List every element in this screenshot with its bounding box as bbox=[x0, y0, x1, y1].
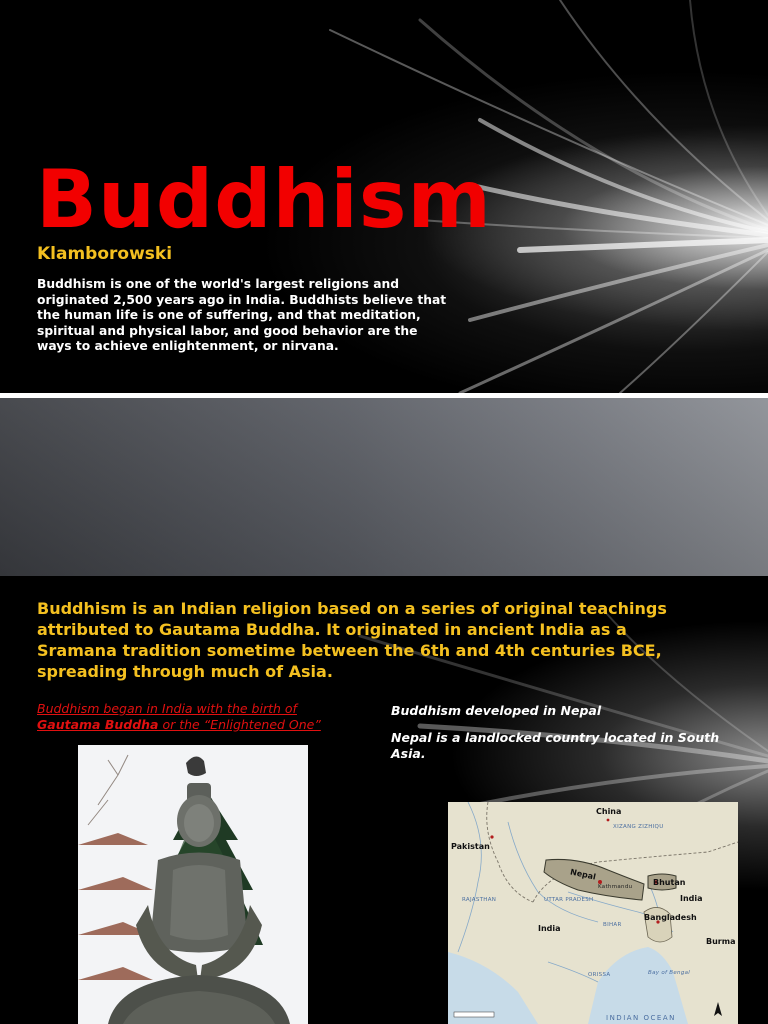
author-subtitle: Klamborowski bbox=[37, 244, 173, 264]
buddha-birth-note bbox=[37, 701, 357, 733]
map-label-rajasthan: RAJASTHAN bbox=[462, 897, 497, 903]
intro-paragraph: Buddhism is one of the world's largest religions and originated 2,500 years ago in India. Buddhists believe that the human life is one of suffering, and that meditation, spiritual and physical labor, and good behavior are the ways to achieve enlightenment, or nirvana. bbox=[37, 277, 447, 353]
map-label-orissa: ORISSA bbox=[588, 972, 611, 978]
blank-slide bbox=[0, 398, 768, 576]
nepal-location-note: Nepal is a landlocked country located in South Asia. bbox=[391, 730, 720, 761]
map-label-indian-ocean: INDIAN OCEAN bbox=[606, 1014, 676, 1022]
map-label-china: China bbox=[596, 807, 622, 816]
map-label-india: India bbox=[538, 924, 561, 933]
slide-title: Buddhism bbox=[36, 153, 492, 246]
map-label-bhutan: Bhutan bbox=[653, 878, 686, 887]
map-label-xizang: XIZANG ZIZHIQU bbox=[613, 824, 664, 830]
slide-headline: Buddhism is an Indian religion based on a series of original teachings attributed to Gautama Buddha. It originated in ancient India as a Sramana tradition sometime between the 6th and 4th centuries BCE, spreading through much of Asia. bbox=[37, 599, 667, 681]
map-label-bay-of-bengal: Bay of Bengal bbox=[648, 970, 691, 976]
nepal-note: Buddhism developed in Nepal bbox=[391, 703, 602, 718]
nepal-map bbox=[448, 802, 738, 1024]
map-label-uttar-pradesh: UTTAR PRADESH bbox=[544, 897, 594, 903]
map-label-nepal: Nepal bbox=[569, 867, 597, 882]
map-label-kathmandu: Kathmandu bbox=[598, 884, 633, 890]
map-label-pakistan: Pakistan bbox=[451, 842, 490, 851]
title-slide bbox=[0, 0, 768, 393]
content-slide bbox=[0, 576, 768, 1024]
gautama-buddha-link[interactable]: Gautama Buddha bbox=[37, 717, 159, 732]
buddha-statue-photo bbox=[78, 745, 308, 1024]
map-label-bangladesh: Bangladesh bbox=[644, 913, 697, 922]
map-label-bihar: BIHAR bbox=[603, 922, 622, 928]
enlightened-one-text: or the “Enlightened One” bbox=[158, 717, 321, 732]
map-label-burma: Burma bbox=[706, 937, 736, 946]
birth-note-text: Buddhism began in India with the birth of bbox=[37, 701, 297, 716]
map-label-india-east: India bbox=[680, 894, 703, 903]
